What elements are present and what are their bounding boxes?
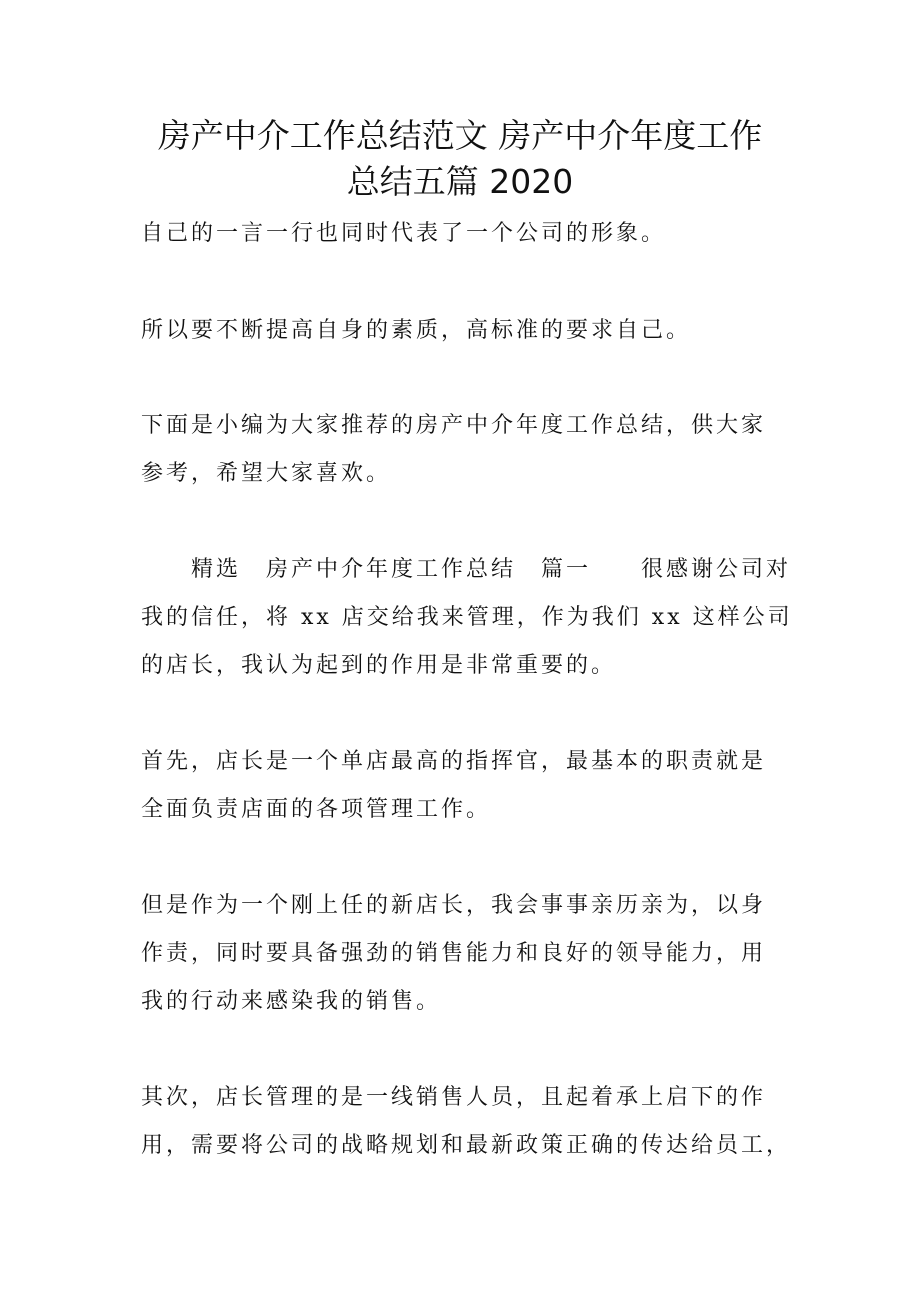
paragraph-line: 精选 房产中介年度工作总结 篇一 很感谢公司对 — [141, 557, 792, 582]
paragraph-6 — [141, 882, 791, 1026]
document-title — [120, 113, 800, 205]
paragraph-line: 全面负责店面的各项管理工作。 — [141, 797, 492, 822]
paragraph-4 — [141, 546, 791, 690]
paragraph-line: 自己的一言一行也同时代表了一个公司的形象。 — [141, 221, 667, 246]
paragraph-line: 但是作为一个刚上任的新店长，我会事事亲历亲为，以身 — [141, 893, 767, 918]
paragraph-line: 首先，店长是一个单店最高的指挥官，最基本的职责就是 — [141, 749, 767, 774]
paragraph-line: 其次，店长管理的是一线销售人员，且起着承上启下的作 — [141, 1085, 767, 1110]
paragraph-line: 用，需要将公司的战略规划和最新政策正确的传达给员工， — [141, 1133, 792, 1158]
paragraph-1 — [141, 210, 791, 258]
paragraph-5 — [141, 738, 791, 834]
paragraph-line: 作责，同时要具备强劲的销售能力和良好的领导能力，用 — [141, 941, 767, 966]
paragraph-7 — [141, 1074, 791, 1170]
paragraph-line: 参考，希望大家喜欢。 — [141, 461, 392, 486]
paragraph-line: 我的信任，将 xx 店交给我来管理，作为我们 xx 这样公司 — [141, 605, 793, 630]
title-line-2: 总结五篇 2020 — [346, 162, 574, 201]
title-line-1: 房产中介工作总结范文 房产中介年度工作 — [157, 116, 763, 155]
paragraph-line: 我的行动来感染我的销售。 — [141, 989, 442, 1014]
paragraph-line: 的店长，我认为起到的作用是非常重要的。 — [141, 653, 617, 678]
paragraph-line: 所以要不断提高自身的素质，高标准的要求自己。 — [141, 318, 692, 343]
paragraph-3 — [141, 402, 791, 498]
paragraph-2 — [141, 307, 791, 355]
paragraph-line: 下面是小编为大家推荐的房产中介年度工作总结，供大家 — [141, 413, 767, 438]
